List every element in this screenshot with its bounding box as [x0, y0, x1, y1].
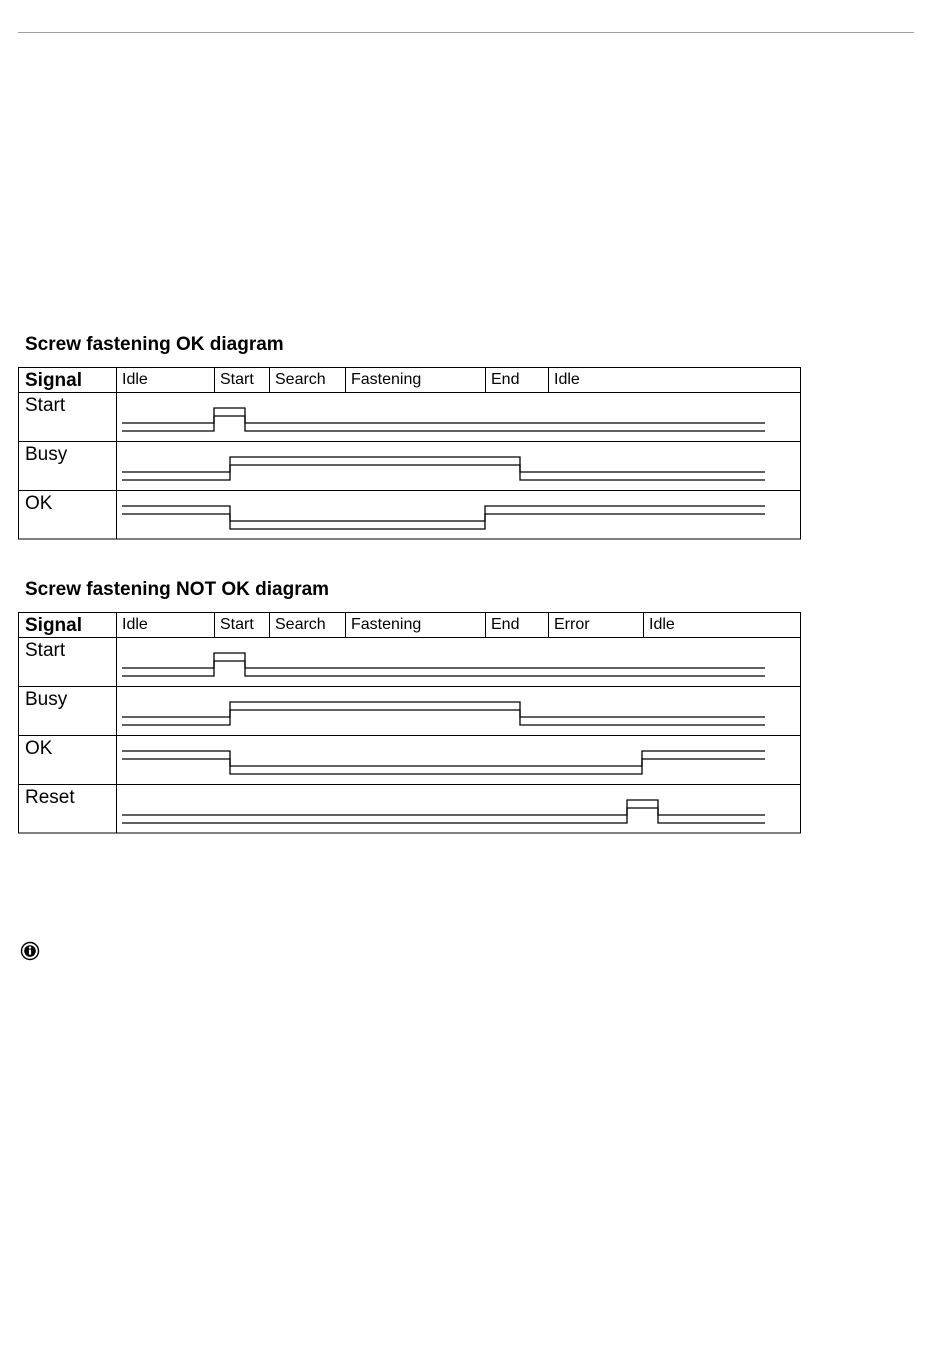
phase-label-search: Search — [275, 616, 326, 633]
phase-label-end: End — [491, 371, 520, 388]
timing-diagram-not-ok — [18, 612, 801, 835]
grid — [18, 612, 801, 833]
header-signal-label: Signal — [25, 370, 83, 391]
phase-label-idle: Idle — [122, 616, 148, 633]
phase-label-fastening: Fastening — [351, 616, 422, 633]
phase-label-idle: Idle — [554, 371, 580, 388]
waveform-reset — [122, 800, 765, 823]
phase-label-start: Start — [220, 616, 254, 633]
phase-label-end: End — [491, 616, 520, 633]
table-border — [19, 368, 801, 540]
waveform-ok — [122, 506, 765, 529]
waveform-start — [122, 653, 765, 676]
signal-label-reset: Reset — [25, 787, 75, 808]
diagram-title-not-ok: Screw fastening NOT OK diagram — [25, 579, 330, 600]
signal-label-ok: OK — [25, 738, 53, 759]
timing-diagram-not-ok-svg — [18, 612, 802, 835]
page-top-rule — [18, 32, 914, 33]
signal-label-start: Start — [25, 395, 66, 416]
waveform-trace — [122, 800, 765, 815]
phase-label-search: Search — [275, 371, 326, 388]
phase-label-idle: Idle — [649, 616, 675, 633]
phase-label-fastening: Fastening — [351, 371, 422, 388]
signal-label-busy: Busy — [25, 444, 68, 465]
timing-diagram-ok-svg — [18, 367, 802, 541]
header-signal-label: Signal — [25, 615, 83, 636]
phase-label-start: Start — [220, 371, 254, 388]
waveform-ok — [122, 751, 765, 774]
waveform-busy — [122, 457, 765, 480]
phase-label-idle: Idle — [122, 371, 148, 388]
diagram-title-ok: Screw fastening OK diagram — [25, 334, 284, 355]
table-border — [19, 613, 801, 834]
timing-diagram-ok — [18, 367, 801, 541]
waveform-busy — [122, 702, 765, 725]
waveform-start — [122, 408, 765, 431]
info-icon — [20, 941, 40, 961]
signal-label-start: Start — [25, 640, 66, 661]
signal-label-busy: Busy — [25, 689, 68, 710]
grid — [18, 367, 801, 539]
signal-label-ok: OK — [25, 493, 53, 514]
phase-label-error: Error — [554, 616, 590, 633]
